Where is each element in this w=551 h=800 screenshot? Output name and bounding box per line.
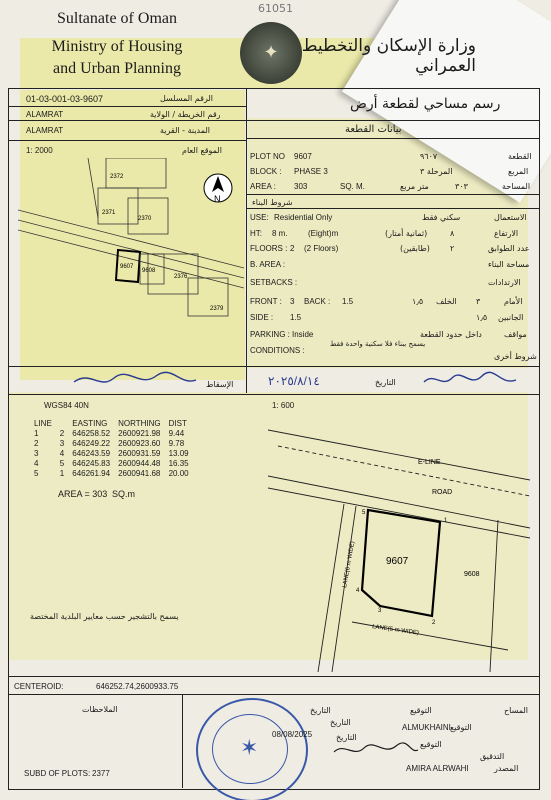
floors-words: (2 Floors) <box>304 244 339 253</box>
road-label: ROAD <box>432 489 453 496</box>
ministry-title-arabic: وزارة الإسكان والتخطيط العمراني <box>301 36 476 76</box>
handwritten-reference: 61051 <box>258 2 293 15</box>
other-conditions-ar-label: شروط أخرى <box>494 352 537 361</box>
height-words: (Eight)m <box>308 229 339 238</box>
table-row: 5 1 646261.94 2600941.68 20.00 <box>34 468 189 478</box>
surveyor-name: ALMUKHAINI <box>402 723 451 732</box>
plot-9607-label: 9607 <box>386 556 409 567</box>
front-ar-value: ٣ <box>476 297 481 306</box>
col-to <box>56 418 68 428</box>
checker-label-ar: التدقيق <box>480 752 505 761</box>
building-area-label: B. AREA : <box>250 260 286 269</box>
rule-3 <box>246 138 539 139</box>
issue-signature <box>330 740 420 760</box>
parking-value: Inside <box>292 330 314 339</box>
table-row: 3 4 646243.59 2600931.59 13.09 <box>34 448 189 458</box>
divider-footer <box>182 694 183 788</box>
approval-date-label-ar: التاريخ <box>375 378 396 387</box>
parking-label: PARKING : <box>250 330 290 339</box>
front-value: 3 <box>290 297 295 306</box>
datum-label: WGS84 40N <box>44 401 89 410</box>
map-plot-2372: 2372 <box>110 174 124 180</box>
total-area-unit: SQ.m <box>112 489 136 499</box>
coordinates-table <box>30 418 193 478</box>
site-plan-scale: 1: 600 <box>272 401 295 410</box>
lane-edge-left <box>318 504 344 672</box>
side-ar-value: ١٫٥ <box>476 313 488 322</box>
building-conditions-ar: شروط البناء <box>252 198 293 207</box>
road-edge <box>268 476 530 528</box>
point-1: 1 <box>444 518 448 524</box>
table-row: 2 3 646249.22 2600923.60 9.78 <box>34 438 185 448</box>
table-header-row <box>30 418 193 428</box>
divider-centroid-bottom <box>8 694 539 695</box>
col-dist: DIST <box>168 418 187 428</box>
area-unit: SQ. M. <box>340 182 365 191</box>
floors-ar-label: عدد الطوابق <box>488 244 530 253</box>
divider-signatures <box>8 366 539 367</box>
plot-9608-label: 9608 <box>464 571 480 578</box>
use-ar-value: سكني فقط <box>422 213 461 222</box>
map-plot-9608: 9608 <box>142 268 156 274</box>
plot-data-title-ar: بيانات القطعة <box>345 124 402 135</box>
other-conditions-ar: يسمح ببناء فلا سكنية واحدة فقط <box>330 340 426 348</box>
block-label: BLOCK : <box>250 167 282 176</box>
back-label: BACK : <box>304 297 331 306</box>
floors-value: 2 <box>290 244 295 253</box>
serial-label-ar: الرقم المسلسل <box>160 94 214 103</box>
subdivision-value: 2377 <box>92 769 110 778</box>
parking-ar-label: مواقف <box>504 330 527 339</box>
north-label: N <box>214 194 221 204</box>
sultanate-title: Sultanate of Oman <box>57 10 177 27</box>
map-plot-2376: 2376 <box>174 274 188 280</box>
eline-top <box>268 430 530 480</box>
divider-left-right <box>246 88 247 393</box>
stamp-emblem-icon: ✶ <box>240 735 259 760</box>
height-ar-words: (ثمانية أمتار) <box>385 229 428 238</box>
road-edge-lower <box>268 488 530 538</box>
map-block-e <box>106 158 166 188</box>
front-ar-label: الأمام <box>504 297 523 306</box>
location-label-ar: الموقع العام <box>182 146 222 155</box>
area-ar-value: ٣٠٣ <box>455 182 468 191</box>
point-4: 4 <box>356 588 360 594</box>
approval-date-handwritten: ٢٠٢٥/٨/١٤ <box>268 374 320 388</box>
side-label: SIDE : <box>250 313 274 322</box>
floors-ar-value: ٢ <box>450 244 455 253</box>
checker-sign-label-ar: التوقيع <box>450 723 472 732</box>
area-unit-ar: متر مربع <box>400 182 429 191</box>
map-plot-9607: 9607 <box>120 264 134 270</box>
centroid-label: CENTEROID: <box>14 682 64 691</box>
floors-label: FLOORS : <box>250 244 288 253</box>
side-ar-label: الجانبين <box>498 313 524 322</box>
rule-4 <box>246 194 539 195</box>
use-ar-label: الاستعمال <box>494 213 527 222</box>
col-northing: NORTHING <box>118 418 161 428</box>
lane-edge-left-2 <box>332 506 356 672</box>
use-label: USE: <box>250 213 269 222</box>
projection-signature <box>70 368 200 392</box>
setbacks-label: SETBACKS : <box>250 278 298 287</box>
divider-centroid-top <box>8 676 539 677</box>
height-value: 8 m. <box>272 229 288 238</box>
building-area-ar-label: مساحة البناء <box>488 260 530 269</box>
projection-label-ar: الإسقاط <box>206 380 234 389</box>
divider-survey <box>8 394 539 395</box>
map-plot-2379: 2379 <box>210 306 224 312</box>
height-label: HT: <box>250 229 262 238</box>
height-ar-label: الارتفاع <box>494 229 519 238</box>
surveyor-label-ar: المساح <box>504 706 529 715</box>
back-ar-value: ١٫٥ <box>412 297 424 306</box>
ministry-title-line2: and Urban Planning <box>53 60 181 77</box>
map-plot-2370: 2370 <box>138 216 152 222</box>
serial-number: 01-03-001-03-9607 <box>26 94 104 104</box>
checker-date-label-ar: التاريخ <box>330 718 351 727</box>
plot-no-ar-label: القطعة <box>508 152 532 161</box>
area-label: AREA : <box>250 182 276 191</box>
subdivision-label: SUBD OF PLOTS: <box>24 769 91 778</box>
eline-dashed <box>278 446 530 496</box>
point-3: 3 <box>378 608 382 614</box>
site-plan <box>268 410 530 672</box>
surveyor-sign-label-ar: التوقيع <box>410 706 432 715</box>
wilayat-label-ar: رقم الخريطة / الولاية <box>150 110 221 119</box>
setbacks-ar-label: الارتدادات <box>488 278 521 287</box>
neighbor-edge <box>490 520 498 672</box>
planting-standards-ar: يسمح بالتشجير حسب معايير البلدية المختصة <box>30 612 179 621</box>
floors-ar-words: (طابقين) <box>400 244 430 253</box>
town-label-ar: المدينة - القرية <box>160 126 211 135</box>
issuer-label-ar: المصدر <box>494 764 519 773</box>
rule-5 <box>246 208 539 209</box>
map-plot-2371: 2371 <box>102 210 116 216</box>
map-road-vertical <box>88 158 98 218</box>
side-value: 1.5 <box>290 313 302 322</box>
total-area-label: AREA = 303 <box>58 489 108 499</box>
block-value: PHASE 3 <box>294 167 328 176</box>
ministry-title-line1: Ministry of Housing <box>51 38 183 55</box>
front-label: FRONT : <box>250 297 282 306</box>
town-value: ALAMRAT <box>26 126 64 135</box>
divider-header <box>8 120 539 121</box>
location-scale: 1: 2000 <box>26 146 53 155</box>
eline-label: E-LINE <box>418 459 441 466</box>
ministry-emblem-icon: ✦ <box>240 22 302 84</box>
parking-ar-value: داخل حدود القطعة <box>420 330 482 339</box>
surveyor-date-label-ar: التاريخ <box>310 706 331 715</box>
area-ar-label: المساحة <box>502 182 531 191</box>
block-ar-label: المربع <box>508 167 529 176</box>
wilayat-value: ALAMRAT <box>26 110 64 119</box>
survey-title-ar: رسم مساحي لقطعة أرض <box>350 96 501 112</box>
block-ar-value: المرحلة ٣ <box>420 167 453 176</box>
point-5: 5 <box>362 510 366 516</box>
table-row: 4 5 646245.83 2600944.48 16.35 <box>34 458 189 468</box>
map-block-a <box>98 188 138 224</box>
issuer-date-label-ar: التاريخ <box>336 733 357 742</box>
area-value: 303 <box>294 182 308 191</box>
conditions-label: CONDITIONS : <box>250 346 305 355</box>
col-line: LINE <box>34 418 52 428</box>
col-easting: EASTING <box>72 418 108 428</box>
issuer-name: AMIRA ALRWAHI <box>406 764 469 773</box>
height-ar-value: ٨ <box>450 229 455 238</box>
issue-date: 08/08/2025 <box>272 730 313 739</box>
notes-label-ar: الملاحظات <box>82 705 118 714</box>
issuer-sign-label-ar: التوقيع <box>420 740 442 749</box>
use-value: Residential Only <box>274 213 333 222</box>
centroid-value: 646252.74,2600933.75 <box>96 682 179 691</box>
back-value: 1.5 <box>342 297 354 306</box>
lane-vertical-label: LANE(6 m WIDE) <box>342 541 357 589</box>
plot-no-value: 9607 <box>294 152 312 161</box>
rule-1 <box>8 106 246 107</box>
plot-no-ar-value: ٩٦٠٧ <box>420 152 438 161</box>
lane-horizontal-label: LANE(5 m WIDE) <box>371 624 420 637</box>
back-ar-label: الخلف <box>436 297 457 306</box>
table-row: 1 2 646258.52 2600921.98 9.44 <box>34 428 185 438</box>
point-2: 2 <box>432 620 436 626</box>
approval-signature <box>420 368 520 392</box>
plot-no-label: PLOT NO <box>250 152 285 161</box>
rule-2 <box>8 140 246 141</box>
location-map <box>18 158 244 358</box>
